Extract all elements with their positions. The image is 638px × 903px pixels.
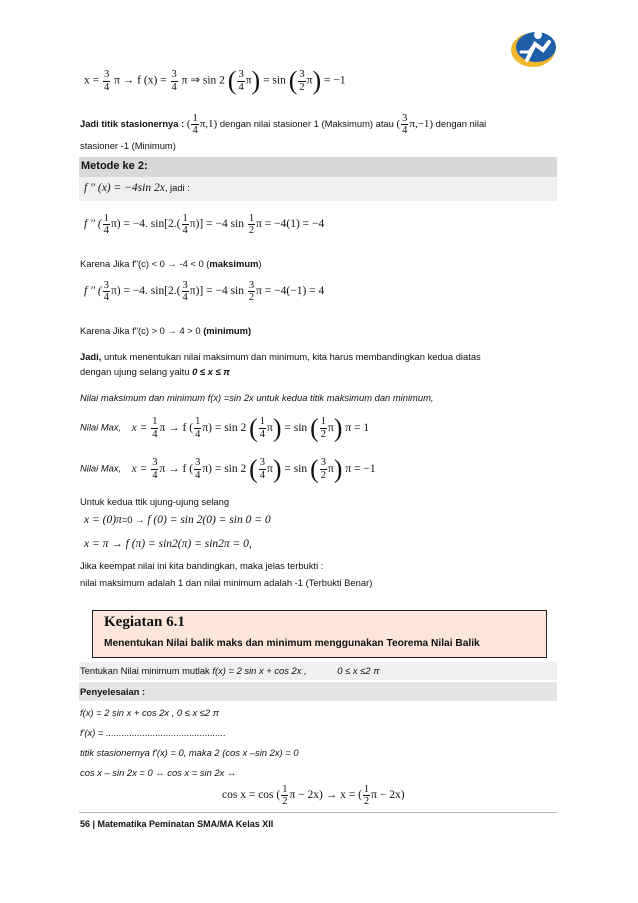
penyelesaian-label: Penyelesaian : — [80, 686, 146, 697]
task-line-4: cos x – sin 2x = 0 ↔ cos x = sin 2x ↔ — [80, 767, 237, 778]
kegiatan-title: Kegiatan 6.1 — [104, 614, 185, 630]
conclusion-italic: Nilai maksimum dan minimum f(x) =sin 2x untuk kedua titik maksimum dan minimum, — [80, 392, 434, 403]
compare-line: Jika keempat nilai ini kita bandingkan, maka jelas terbukti : — [80, 560, 324, 571]
endpoints-intro: Untuk kedua ttik ujung-ujung selang — [80, 496, 230, 507]
publisher-logo — [505, 22, 561, 74]
max-row-1: Nilai Max, x = $\frac{1}{4}$ π → f ( $\frac{1}{4}$ π) = sin 2 ( $\frac{1}{4}$ π) = sin ( $\frac{1}{2}$ π) π = 1 — [80, 413, 370, 442]
footer-divider — [79, 812, 557, 813]
task-question: Tentukan Nilai minimum mutlak f(x) = 2 sin x + cos 2x , 0 ≤ x ≤2 π — [80, 665, 380, 676]
note-maximum: Karena Jika f"(c) < 0 → -4 < 0 (maksimum) — [80, 258, 262, 269]
conclusion-line2: dengan ujung selang yaitu 0 ≤ x ≤ π — [80, 366, 230, 377]
second-derivative-eq1: f '' ( $\frac{1}{4}$ π) = −4. sin[2.( $\frac{1}{4}$ π)] = −4 sin $\frac{1}{2}$ π = −4(1) = −4 — [84, 213, 325, 237]
method2-title: Metode ke 2: — [81, 160, 148, 172]
f2-definition: f '' (x) = −4sin 2x, jadi : — [84, 182, 190, 194]
second-derivative-eq2: f '' ( $\frac{3}{4}$ π) = −4. sin[2.( $\frac{3}{4}$ π)] = −4 sin $\frac{3}{2}$ π = −4(−1) = 4 — [84, 280, 325, 304]
method2-header-band — [79, 157, 557, 177]
result-line: nilai maksimum adalah 1 dan nilai minimum adalah -1 (Terbukti Benar) — [80, 577, 373, 588]
top-equation: x = $\frac{3}{4}$ π → f (x) = $\frac{3}{4}$ π ⇒ sin 2 ( $\frac{3}{4}$ π) = sin ( $\frac{3}{2}$ π) = −1 — [84, 66, 346, 95]
stationary-points-line: Jadi titik stasionernya : ( $\frac{1}{4}$ π,1) dengan nilai stasioner 1 (Maksimum) atau ( $\frac{3}{4}$ π,−1) dengan nilai — [80, 113, 487, 137]
kegiatan-subtitle: Menentukan Nilai balik maks dan minimum menggunakan Teorema Nilai Balik — [104, 638, 480, 649]
task-line-2: f'(x) = .............................................. — [80, 727, 226, 738]
task-final-equation: cos x = cos ( $\frac{1}{2}$ π − 2x) → x = ( $\frac{1}{2}$ π − 2x) — [222, 784, 405, 808]
note-minimum: Karena Jika f"(c) > 0 → 4 > 0 (minimum) — [80, 325, 252, 336]
stationary-points-line2: stasioner -1 (Minimum) — [80, 140, 176, 151]
endpoint-row-1: x = (0)π=0 → f (0) = sin 2(0) = sin 0 = 0 — [84, 514, 271, 526]
task-line-1: f(x) = 2 sin x + cos 2x , 0 ≤ x ≤2 π — [80, 707, 220, 718]
max-row-2: Nilai Max, x = $\frac{3}{4}$ π → f ( $\frac{3}{4}$ π) = sin 2 ( $\frac{3}{4}$ π) = sin ( $\frac{3}{2}$ π) π = −1 — [80, 454, 376, 483]
task-line-3: titik stasionernya f'(x) = 0, maka 2 (cos x –sin 2x) = 0 — [80, 747, 299, 758]
endpoint-row-2: x = π → f (π) = sin2(π) = sin2π = 0, — [84, 538, 252, 550]
penyelesaian-band — [79, 682, 557, 701]
page-footer: 56 | Matematika Peminatan SMA/MA Kelas XII — [80, 819, 274, 829]
conclusion-line1: Jadi, untuk menentukan nilai maksimum dan minimum, kita harus membandingkan kedua diatas — [80, 351, 481, 362]
